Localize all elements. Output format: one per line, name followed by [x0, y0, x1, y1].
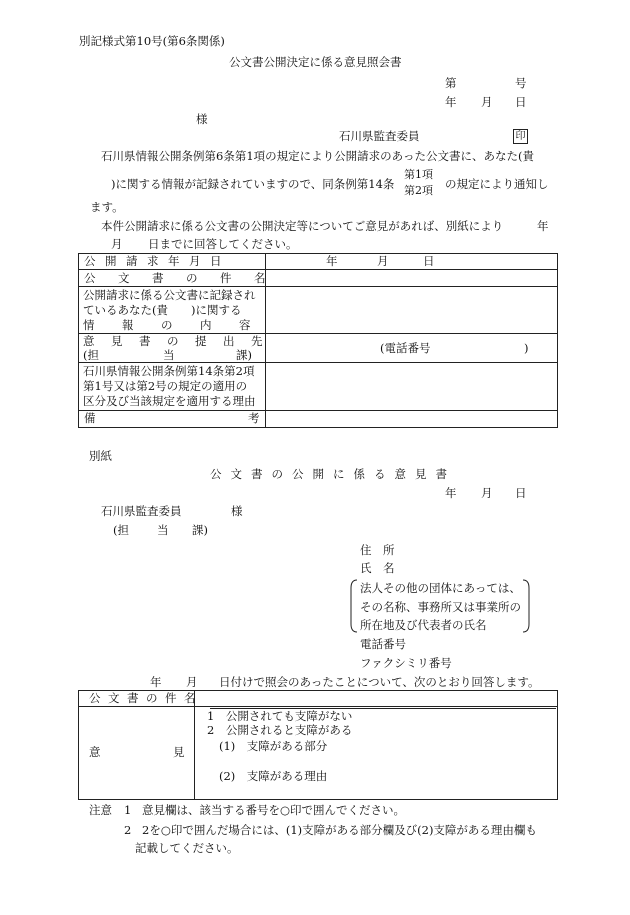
seal-stamp: 印 — [513, 129, 528, 144]
attachment-date-month: 月 — [481, 486, 493, 500]
fraction-top: 第1項 — [404, 168, 433, 181]
reply-text: 日付けで照会のあったことについて、次のとおり回答します。 — [219, 675, 540, 689]
opinion-label-b: 見 — [173, 745, 185, 759]
date-month: 月 — [481, 95, 493, 109]
note1-number: 1 — [124, 803, 132, 817]
note2-line2: 記載してください。 — [135, 841, 239, 855]
corporate-note-2: その名称、事務所又は事業所の — [360, 600, 521, 614]
submission-phone-open: (電話番号 — [380, 341, 431, 355]
submission-dept-open: (担 — [83, 348, 99, 362]
opinion-option-2-2: (2) 支障がある理由 — [219, 769, 328, 783]
opinion-option-1: 1 公開されても支障がない — [207, 709, 353, 723]
letter-title: 公文書公開決定に係る意見照会書 — [229, 55, 402, 69]
note2-number: 2 — [124, 823, 132, 837]
date-year: 年 — [445, 95, 457, 109]
remarks-label-a: 備 — [84, 411, 96, 425]
attachment-dept-mid: 当 — [157, 523, 169, 537]
addressee-suffix: 様 — [196, 112, 208, 126]
fax-label: ファクシミリ番号 — [360, 656, 452, 670]
request-date-month: 月 — [377, 254, 389, 268]
opinion-option-2: 2 公開されると支障がある — [207, 723, 353, 737]
corporate-note-1: 法人その他の団体にあっては、 — [360, 581, 521, 595]
recorded-info-label-1: 公開請求に係る公文書に記録され — [83, 288, 256, 302]
phone-label: 電話番号 — [360, 637, 406, 651]
number-suffix: 号 — [515, 76, 527, 90]
reply-month: 月 — [186, 675, 198, 689]
attachment-date-day: 日 — [515, 486, 527, 500]
attachment-dept-open: (担 — [113, 523, 129, 537]
para1-line2b: の規定により通知し — [445, 177, 549, 191]
fraction-bottom: 第2項 — [404, 184, 433, 197]
submission-phone-close: ) — [524, 341, 529, 355]
attachment-dept-close: 課) — [192, 523, 208, 537]
submission-dept-mid: 当 — [163, 348, 175, 362]
corporate-note-3: 所在地及び代表者の氏名 — [360, 618, 487, 632]
date-day: 日 — [515, 95, 527, 109]
submission-dept-close: 課) — [236, 348, 252, 362]
sender: 石川県監査委員 — [339, 129, 420, 143]
opinion-doc-title-label: 公文書の件名 — [89, 691, 203, 705]
notes-label: 注意 — [89, 803, 112, 817]
attachment-label: 別紙 — [89, 449, 112, 463]
opinion-option-2-1: (1) 支障がある部分 — [219, 739, 328, 753]
para1-line1: 石川県情報公開条例第6条第1項の規定により公開請求のあった公文書に、あなた(貴 — [101, 149, 535, 163]
note1-text: 意見欄は、該当する番号を○印で囲んでください。 — [142, 803, 406, 817]
para2-line1: 本件公開請求に係る公文書の公開決定等についてご意見があれば、別紙により — [101, 219, 504, 233]
exemption-label-2: 第1号又は第2号の規定の適用の — [83, 379, 248, 393]
form-label: 別記様式第10号(第6条関係) — [79, 34, 225, 48]
exemption-label-1: 石川県情報公開条例第14条第2項 — [83, 364, 255, 378]
note2-line1: 2を○印で囲んだ場合には、(1)支障がある部分欄及び(2)支障がある理由欄も — [142, 823, 537, 837]
opinion-label-a: 意 — [89, 745, 101, 759]
submission-label-1: 意見書の提出先 — [83, 334, 279, 348]
name-label: 氏 名 — [360, 561, 395, 575]
reply-year: 年 — [150, 675, 162, 689]
para1-line3: ます。 — [90, 200, 124, 214]
request-date-label — [84, 256, 260, 268]
remarks-label-b: 考 — [248, 411, 260, 425]
attachment-date-year: 年 — [445, 486, 457, 500]
attachment-title: 公文書の公開に係る意見書 — [210, 467, 456, 481]
number-label: 第 — [445, 76, 457, 90]
para1-line2a: )に関する情報が記録されていますので、同条例第14条 — [111, 177, 395, 191]
attachment-addressee-suffix: 様 — [231, 504, 243, 518]
request-date-year: 年 — [326, 254, 338, 268]
document-title-label: 公文書の件名 — [84, 271, 288, 285]
recorded-info-label-3: 情報の内容 — [83, 318, 278, 332]
address-label: 住 所 — [360, 543, 395, 557]
attachment-addressee: 石川県監査委員 — [101, 504, 182, 518]
exemption-label-3: 区分及び当該規定を適用する理由 — [83, 394, 256, 408]
request-date-label-text: 公開請求年月日 — [84, 254, 231, 268]
para2-month: 月 — [111, 237, 123, 251]
para2-rest: 日までに回答してください。 — [148, 237, 298, 251]
para2-year: 年 — [537, 219, 549, 233]
recorded-info-label-2: ているあなた(貴 )に関する — [83, 303, 242, 317]
request-date-day: 日 — [423, 254, 435, 268]
